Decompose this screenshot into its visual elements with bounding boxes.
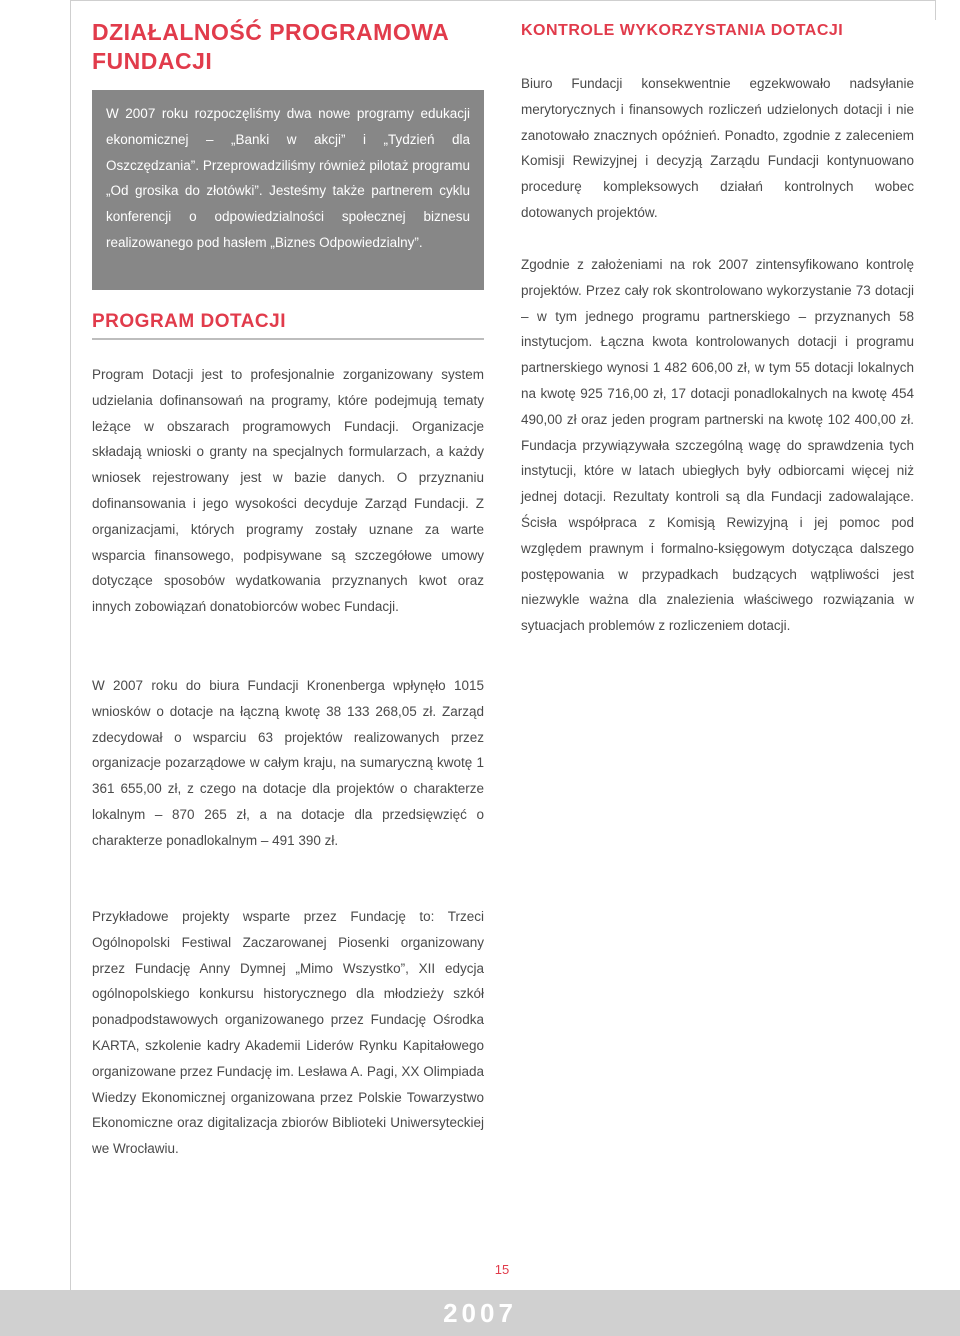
frame-left-rule [70, 0, 71, 1290]
footer-bar [0, 1290, 960, 1336]
program-dotacji-paragraph-1: Program Dotacji jest to profesjonalnie zorganizowany system udzielania dofinansowań na programy, które podejmują tematy leżące w obszarach programowych Fundacji. Organizacje składają wnioski o granty na specjalnych formularzach, a każdy wniosek rejestrowany jest w bazie danych. O przyznaniu dofinansowania i jego wysokości decyduje Zarząd Fundacji. Z organizacjami, których programy zostały uznane za warte wsparcia finansowego, podpisywane są szczegółowe umowy dotyczące sposobów wydatkowania przyznanych kwot oraz innych zobowiązań donatobiorców wobec Fundacji. [92, 367, 484, 615]
frame-right-rule [935, 0, 936, 20]
section-title-program-dotacji: PROGRAM DOTACJI [92, 310, 484, 340]
page-title: DZIAŁALNOŚĆ PROGRAMOWA FUNDACJI [92, 19, 449, 74]
page-number: 15 [494, 1262, 510, 1277]
program-dotacji-paragraph-2: W 2007 roku do biura Fundacji Kronenberga wpłynęło 1015 wniosków o dotacje na łączną kwotę 38 133 268,05 zł. Zarząd zdecydował o wsparciu 63 projektów realizowanych przez organizacje pozarządowe w całym kraju, na sumaryczną kwotę 1 361 655,00 zł, z czego na dotacje dla projektów o charakterze lokalnym – 870 265 zł, a na dotacje dla przedsięwzięć o charakterze ponadlokalnym – 491 390 zł. [92, 678, 484, 848]
intro-text: W 2007 roku rozpoczęliśmy dwa nowe programy edukacji ekonomicznej – „Banki w akcji” i „Tydzień dla Oszczędzania”. Przeprowadziliśmy również pilotaż programu „Od grosika do złotówki”. Jesteśmy także partnerem cyklu konferencji o odpowiedzialności społecznej biznesu realizowanego pod hasłem „Biznes Odpowiedzialny”. [106, 106, 470, 250]
intro-box [92, 90, 484, 290]
program-dotacji-paragraph-3: Przykładowe projekty wsparte przez Fundację to: Trzeci Ogólnopolski Festiwal Zaczarowanej Piosenki organizowany przez Fundację Anny Dymnej „Mimo Wszystko”, XII edycja ogólnopolskiego konkursu historycznego dla młodzieży szkół ponadpodstawowych organizowanego przez Fundację Ośrodka KARTA, szkolenie kadry Akademii Liderów Rynku Kapitałowego organizowane przez Fundację im. Lesława A. Pagi, XX Olimpiada Wiedzy Ekonomicznej organizowana przez Polskie Towarzystwo Ekonomiczne oraz digitalizacja zbiorów Biblioteki Uniwersyteckiej we Wrocławiu. [92, 909, 484, 1157]
kontrole-paragraph-2: Zgodnie z założeniami na rok 2007 zintensyfikowano kontrolę projektów. Przez cały rok skontrolowano wykorzystanie 73 dotacji – w tym jednego programu partnerskiego – przyznanych 58 instytucjom. Łączna kwota kontrolowanych dotacji i programu partnerskiego wynosi 1 482 606,00 zł, w tym 55 dotacji lokalnych na kwotę 925 716,00 zł, 17 dotacji ponadlokalnych na kwotę 454 490,00 zł oraz jeden program partnerski na kwotę 102 400,00 zł. Fundacja przywiązywała szczególną wagę do sprawdzenia tych instytucji, które w latach ubiegłych były odbiorcami więcej niż jednej dotacji. Rezultaty kontroli są dla Fundacji zadowalające. Ścisła współpraca z Komisją Rewizyjną i jej pomoc pod względem prawnym i formalno-księgowym dotycząca dalszego postępowania w przypadkach budzących wątpliwości jest niezwykle ważna dla znalezienia właściwego rozwiązania w sytuacjach problemów z rozliczeniem dotacji. [521, 257, 914, 634]
section-title-kontrole: KONTROLE WYKORZYSTANIA DOTACJI [521, 22, 844, 39]
footer-year: 2007 [443, 1298, 517, 1328]
kontrole-paragraph-1: Biuro Fundacji konsekwentnie egzekwowało nadsyłanie merytorycznych i finansowych rozliczeń udzielonych dotacji i nie zanotowało znacznych opóźnień. Ponadto, zgodnie z zaleceniem Komisji Rewizyjnej i decyzją Zarządu Fundacji kontynuowano procedurę kompleksowych działań kontrolnych wobec dotowanych projektów. [521, 76, 914, 220]
frame-top-rule [70, 0, 936, 1]
